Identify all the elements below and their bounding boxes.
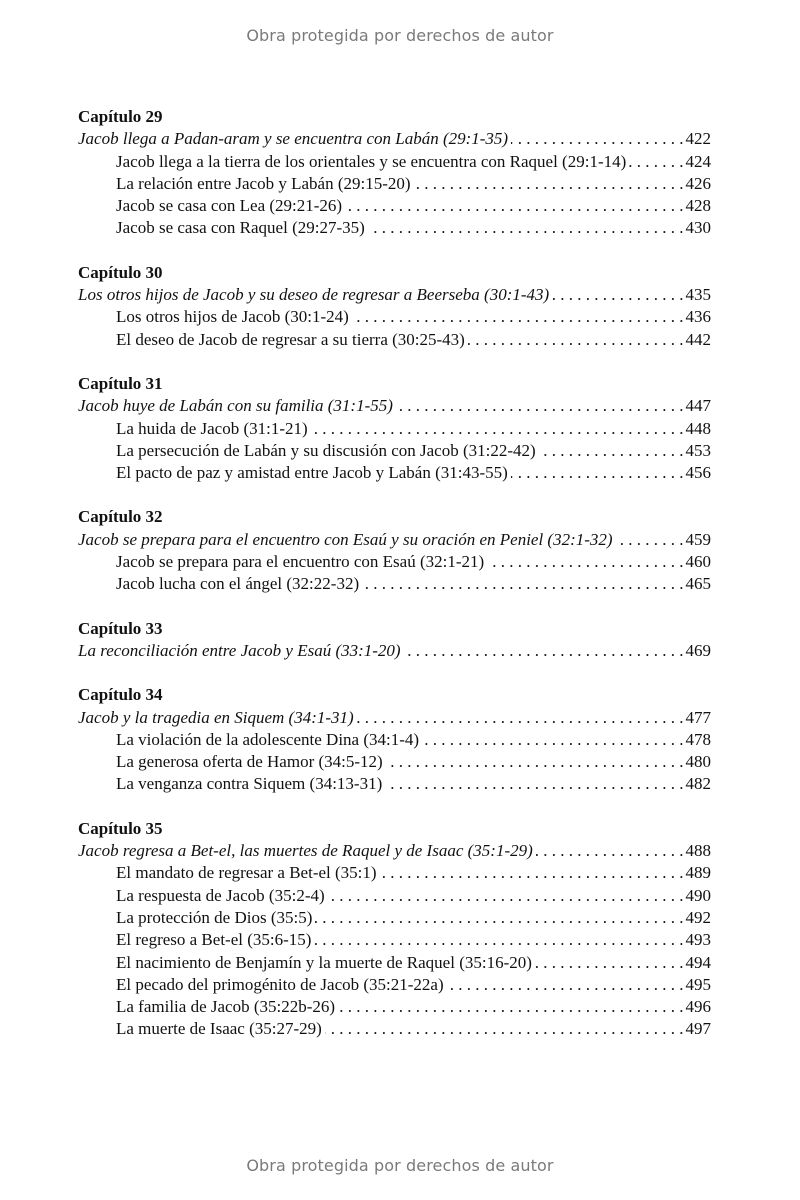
page-number: 490 — [685, 885, 711, 905]
entry-label: Jacob se casa con Raquel (29:27-35) — [116, 218, 365, 238]
dot-leader — [404, 640, 684, 662]
dot-leader — [414, 173, 684, 195]
dot-leader — [338, 996, 683, 1018]
toc-entry-sub[interactable] — [78, 996, 711, 1018]
chapter-title: Capítulo 29 — [78, 107, 163, 126]
dot-leader — [487, 551, 683, 573]
page-number: 482 — [685, 774, 711, 794]
entry-label: Jacob y la tragedia en Siquem (34:1-31) — [78, 707, 354, 727]
entry-label: El pecado del primogénito de Jacob (35:21-22a) — [116, 974, 444, 994]
toc-entry-sub[interactable] — [78, 151, 711, 173]
entry-label: Jacob se casa con Lea (29:21-26) — [116, 196, 343, 216]
page-number: 478 — [685, 729, 711, 749]
dot-leader — [422, 729, 683, 751]
toc-entry-sub[interactable] — [78, 306, 711, 328]
entry-label: Jacob lucha con el ángel (32:22-32) — [116, 574, 360, 594]
toc-entry-main[interactable] — [78, 640, 711, 662]
entry-label: La persecución de Labán y su discusión con Jacob (31:22-42) — [116, 440, 536, 460]
entry-label: La violación de la adolescente Dina (34:1-4) — [116, 729, 420, 749]
dot-leader — [511, 128, 683, 150]
toc-entry-main[interactable] — [78, 395, 711, 417]
entry-label: Jacob llega a la tierra de los orientales y se encuentra con Raquel (29:1-14) — [116, 151, 627, 171]
page-number: 447 — [685, 396, 711, 416]
toc-entry-sub[interactable] — [78, 173, 711, 195]
toc-entry-sub[interactable] — [78, 217, 711, 239]
page-number: 489 — [685, 863, 711, 883]
dot-leader — [380, 862, 684, 884]
entry-label: La protección de Dios (35:5) — [116, 907, 313, 927]
copyright-watermark-bottom: Obra protegida por derechos de autor — [246, 1156, 554, 1175]
dot-leader — [352, 306, 684, 328]
chapter-section — [78, 373, 711, 484]
entry-label: Jacob huye de Labán con su familia (31:1-55) — [78, 396, 393, 416]
toc-entry-main[interactable] — [78, 284, 711, 306]
toc-entry-sub[interactable] — [78, 573, 711, 595]
page-number: 488 — [685, 841, 711, 861]
entry-label: La muerte de Isaac (35:27-29) — [116, 1019, 322, 1039]
dot-leader — [468, 329, 684, 351]
toc-entry-sub[interactable] — [78, 1018, 711, 1040]
dot-leader — [629, 151, 683, 173]
toc-entry-sub[interactable] — [78, 974, 711, 996]
dot-leader — [396, 395, 684, 417]
toc-entry-main[interactable] — [78, 529, 711, 551]
chapter-title: Capítulo 35 — [78, 818, 163, 838]
chapter-section — [78, 262, 711, 351]
dot-leader — [362, 573, 683, 595]
dot-leader — [385, 773, 683, 795]
entry-label: Jacob se prepara para el encuentro con Esaú (32:1-21) — [116, 552, 485, 572]
entry-label: El pacto de paz y amistad entre Jacob y Labán (31:43-55) — [116, 463, 508, 483]
dot-leader — [616, 529, 684, 551]
page-number: 448 — [685, 418, 711, 438]
chapter-title: Capítulo 33 — [78, 618, 163, 638]
toc-entry-sub[interactable] — [78, 751, 711, 773]
page-number: 480 — [685, 752, 711, 772]
toc-entry-sub[interactable] — [78, 952, 711, 974]
entry-label: La huida de Jacob (31:1-21) — [116, 418, 308, 438]
dot-leader — [539, 440, 684, 462]
copyright-watermark-top: Obra protegida por derechos de autor — [246, 26, 554, 45]
toc-entry-sub[interactable] — [78, 929, 711, 951]
page-number: 442 — [685, 329, 711, 349]
toc-entry-sub[interactable] — [78, 907, 711, 929]
entry-label: El nacimiento de Benjamín y la muerte de Raquel (35:16-20) — [116, 952, 532, 972]
entry-label: La respuesta de Jacob (35:2-4) — [116, 885, 325, 905]
entry-label: Los otros hijos de Jacob y su deseo de regresar a Beerseba (30:1-43) — [78, 285, 550, 305]
page-number: 477 — [685, 707, 711, 727]
page-number: 493 — [685, 930, 711, 950]
page-number: 496 — [685, 997, 711, 1017]
dot-leader — [552, 284, 683, 306]
chapter-section — [78, 506, 711, 595]
toc-entry-sub[interactable] — [78, 729, 711, 751]
dot-leader — [535, 952, 684, 974]
page-number: 435 — [685, 285, 711, 305]
toc-entry-sub[interactable] — [78, 885, 711, 907]
toc-entry-main[interactable] — [78, 707, 711, 729]
entry-label: Jacob se prepara para el encuentro con Esaú y su oración en Peniel (32:1-32) — [78, 529, 613, 549]
dot-leader — [314, 929, 683, 951]
toc-entry-sub[interactable] — [78, 862, 711, 884]
dot-leader — [315, 907, 683, 929]
page-number: 424 — [685, 151, 711, 171]
page-number: 495 — [685, 974, 711, 994]
entry-label: La reconciliación entre Jacob y Esaú (33:1-20) — [78, 640, 401, 660]
toc-entry-sub[interactable] — [78, 329, 711, 351]
toc-entry-sub[interactable] — [78, 418, 711, 440]
toc-entry-sub[interactable] — [78, 773, 711, 795]
entry-label: Los otros hijos de Jacob (30:1-24) — [116, 307, 349, 327]
chapter-title: Capítulo 31 — [78, 373, 163, 393]
entry-label: El mandato de regresar a Bet-el (35:1) — [116, 863, 377, 883]
chapter-title: Capítulo 30 — [78, 262, 163, 282]
page-number: 494 — [685, 952, 711, 972]
toc-entry-main[interactable] — [78, 128, 711, 150]
dot-leader — [357, 707, 684, 729]
chapter-section — [78, 106, 711, 240]
table-of-contents — [78, 106, 711, 1063]
dot-leader — [386, 751, 684, 773]
entry-label: La generosa oferta de Hamor (34:5-12) — [116, 752, 383, 772]
page-number: 497 — [685, 1019, 711, 1039]
page-number: 469 — [685, 640, 711, 660]
chapter-section — [78, 818, 711, 1041]
page-number: 428 — [685, 196, 711, 216]
entry-label: El regreso a Bet-el (35:6-15) — [116, 930, 312, 950]
dot-leader — [368, 217, 684, 239]
chapter-section — [78, 684, 711, 795]
page-number: 436 — [685, 307, 711, 327]
page-number: 460 — [685, 552, 711, 572]
dot-leader — [328, 885, 684, 907]
toc-entry-main[interactable] — [78, 840, 711, 862]
page-number: 430 — [685, 218, 711, 238]
page-number: 456 — [685, 463, 711, 483]
page-number: 492 — [685, 907, 711, 927]
dot-leader — [345, 195, 683, 217]
entry-label: La relación entre Jacob y Labán (29:15-20) — [116, 173, 411, 193]
page-number: 422 — [685, 129, 711, 149]
entry-label: La venganza contra Siquem (34:13-31) — [116, 774, 383, 794]
dot-leader — [325, 1018, 684, 1040]
page-number: 426 — [685, 173, 711, 193]
dot-leader — [311, 418, 684, 440]
page-number: 459 — [685, 529, 711, 549]
chapter-section — [78, 618, 711, 663]
entry-label: Jacob llega a Padan-aram y se encuentra con Labán (29:1-35) — [78, 129, 509, 149]
dot-leader — [447, 974, 684, 996]
entry-label: Jacob regresa a Bet-el, las muertes de Raquel y de Isaac (35:1-29) — [78, 841, 533, 861]
entry-label: El deseo de Jacob de regresar a su tierra (30:25-43) — [116, 329, 465, 349]
chapter-title: Capítulo 34 — [78, 685, 163, 705]
toc-entry-sub[interactable] — [78, 551, 711, 573]
page-number: 465 — [685, 574, 711, 594]
dot-leader — [536, 840, 684, 862]
toc-entry-sub[interactable] — [78, 462, 711, 484]
chapter-title: Capítulo 32 — [78, 507, 163, 527]
entry-label: La familia de Jacob (35:22b-26) — [116, 997, 336, 1017]
toc-entry-sub[interactable] — [78, 440, 711, 462]
toc-entry-sub[interactable] — [78, 195, 711, 217]
dot-leader — [511, 462, 684, 484]
page-number: 453 — [685, 440, 711, 460]
